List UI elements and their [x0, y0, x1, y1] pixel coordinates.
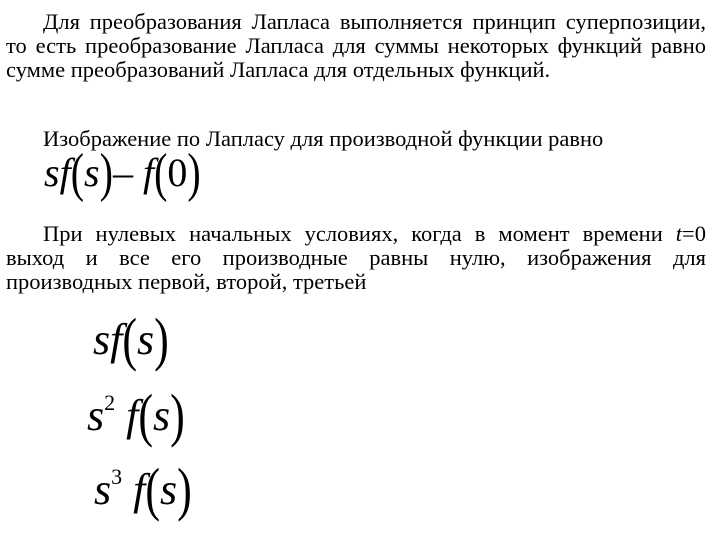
- right-paren: ): [170, 382, 185, 449]
- formula-power: 2: [104, 390, 116, 415]
- left-paren: (: [138, 382, 154, 449]
- paragraph-derivative-intro-text: Изображение по Лапласу для производной функции равно: [43, 126, 604, 151]
- paragraph-zero-conditions-text-start: При нулевых начальных условиях, когда в момент времени: [43, 221, 676, 246]
- formula-third-derivative: [94, 456, 192, 523]
- paragraph-superposition-text: Для преобразования Лапласа выполняется принцип суперпозиции, то есть преобразование Лапласа для суммы некоторых функций равно сумме преобразований Лапласа для отдельных функций.: [6, 9, 706, 82]
- time-variable: t: [675, 221, 683, 246]
- formula-arg: s: [84, 150, 100, 195]
- formula-f: f: [110, 315, 123, 364]
- formula-arg: s: [137, 315, 155, 364]
- formula-power: 3: [111, 464, 123, 489]
- formula-derivative-transform: [44, 141, 201, 203]
- right-paren: ): [154, 306, 169, 373]
- left-paren: (: [145, 456, 161, 523]
- formula-f: f: [126, 390, 139, 440]
- right-paren: ): [177, 456, 192, 523]
- formula-f-initial: f: [142, 150, 155, 195]
- right-paren: ): [187, 141, 201, 203]
- paragraph-zero-conditions-text-end: =0 выход и все его производные равны нулю, изображения для производных первой, второй, третьей: [6, 221, 706, 294]
- paragraph-superposition: [6, 10, 706, 82]
- formula-s: s: [93, 315, 111, 364]
- right-paren: ): [99, 141, 113, 203]
- formula-s: s: [87, 390, 105, 440]
- formula-arg: s: [153, 390, 171, 440]
- formula-minus: –: [112, 150, 133, 195]
- formula-s: s: [94, 464, 112, 514]
- formula-arg: s: [160, 464, 178, 514]
- formula-second-derivative: [87, 382, 185, 449]
- formula-s: s: [44, 150, 60, 195]
- formula-f: f: [133, 464, 146, 514]
- left-paren: (: [70, 141, 85, 203]
- left-paren: (: [154, 141, 168, 203]
- formula-zero: 0: [167, 150, 188, 195]
- paragraph-zero-conditions: [6, 222, 706, 294]
- left-paren: (: [122, 306, 138, 373]
- formula-f: f: [59, 150, 71, 195]
- formula-first-derivative: [93, 306, 169, 373]
